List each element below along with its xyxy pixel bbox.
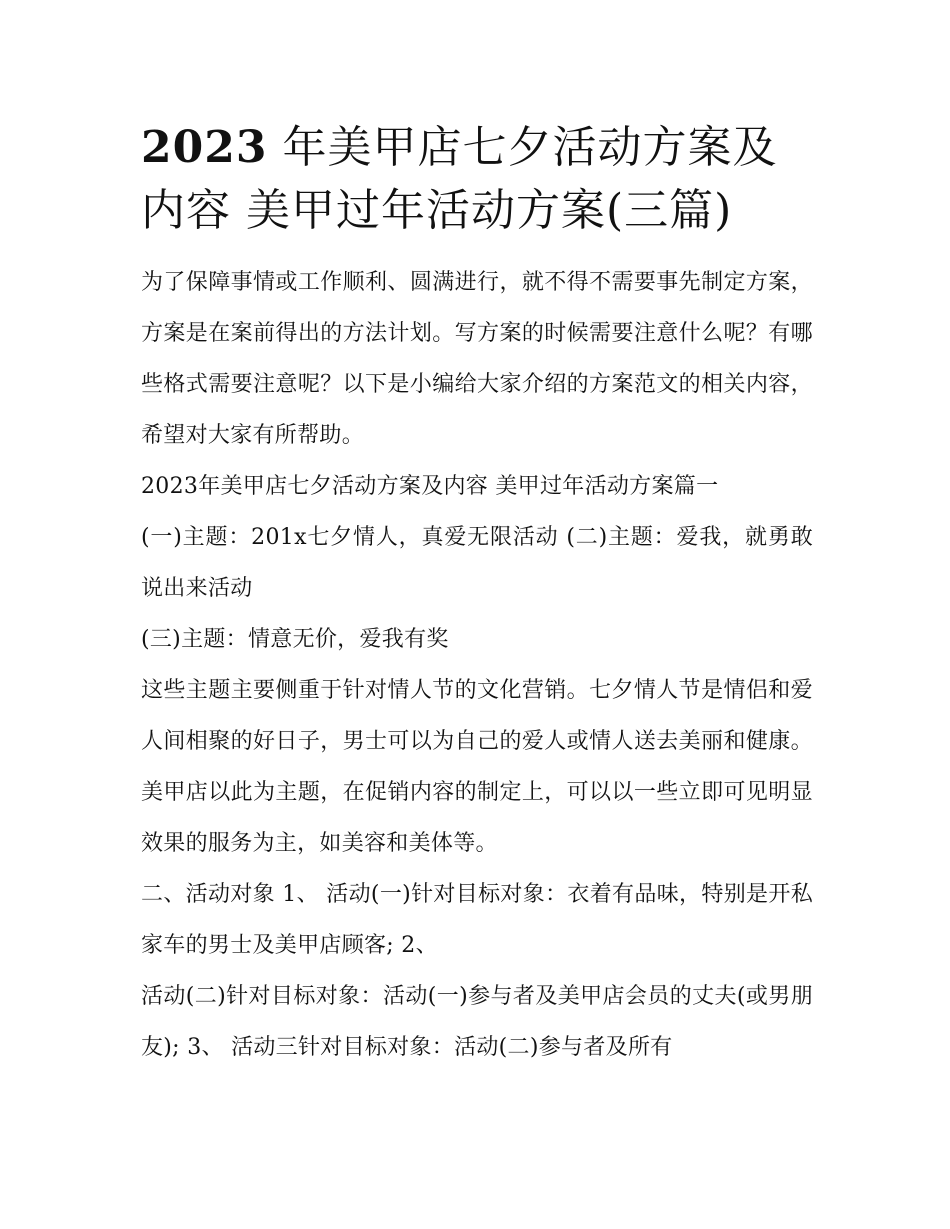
document-page — [141, 116, 813, 1073]
theme-three-paragraph: (三)主题：情意无价，爱我有奖 — [141, 627, 449, 652]
document-body — [141, 257, 813, 1073]
section-heading: 2023年美甲店七夕活动方案及内容 美甲过年活动方案篇一 — [141, 474, 719, 499]
marketing-paragraph: 这些主题主要侧重于针对情人节的文化营销。七夕情人节是情侣和爱人间相聚的好日子，男士可以为自己的爱人或情人送去美丽和健康。美甲店以此为主题，在促销内容的制定上，可以以一些立即可见明显效果的服务为主，如美容和美体等。 — [141, 678, 813, 856]
theme-paragraph: (一)主题：201x七夕情人，真爱无限活动 (二)主题：爱我，就勇敢说出来活动 — [141, 525, 813, 601]
target-paragraph: 二、活动对象 1、 活动(一)针对目标对象：衣着有品味，特别是开私家车的男士及美甲店顾客; 2、 — [141, 882, 813, 958]
intro-paragraph: 为了保障事情或工作顺利、圆满进行，就不得不需要事先制定方案，方案是在案前得出的方法计划。写方案的时候需要注意什么呢？有哪些格式需要注意呢？以下是小编给大家介绍的方案范文的相关内容，希望对大家有所帮助。 — [141, 270, 813, 448]
title-text: 年美甲店七夕活动方案及内容 美甲过年活动方案(三篇) — [141, 122, 778, 236]
document-title — [141, 116, 813, 242]
title-year: 2023 — [141, 122, 268, 173]
target-continued-paragraph: 活动(二)针对目标对象：活动(一)参与者及美甲店会员的丈夫(或男朋友); 3、 活动三针对目标对象：活动(二)参与者及所有 — [141, 984, 813, 1060]
